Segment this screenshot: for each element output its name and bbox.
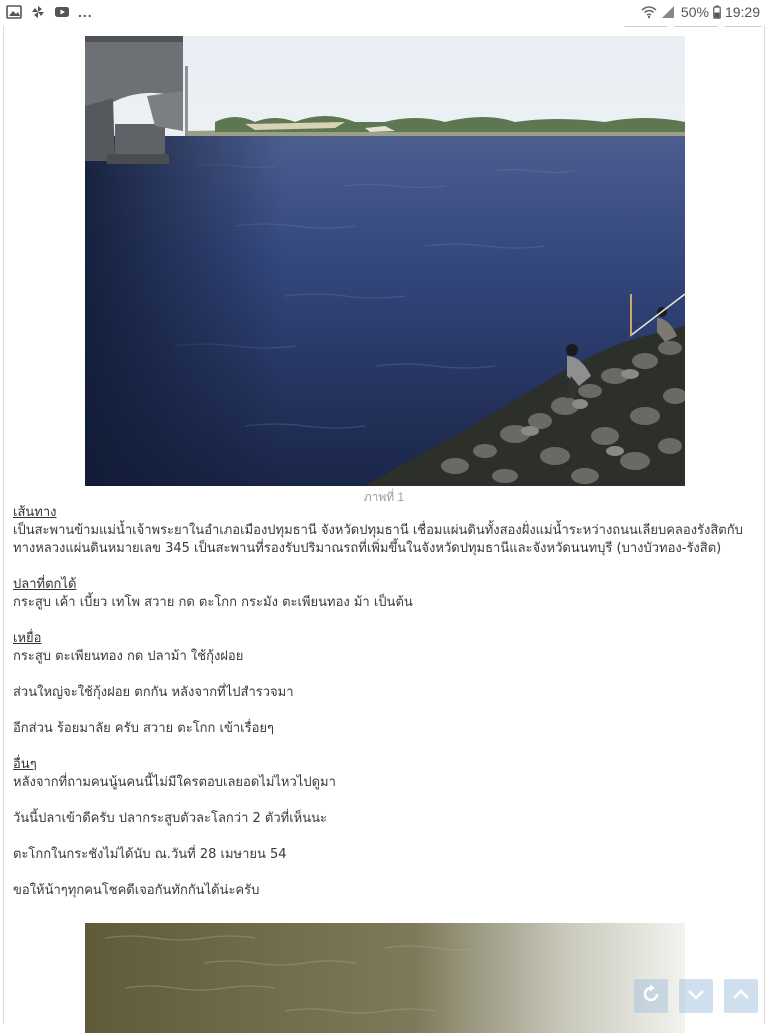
other-heading: อื่นๆ [13, 757, 37, 772]
chevron-up-icon [730, 983, 752, 1009]
bait-heading: เหยื่อ [13, 631, 42, 646]
other-line: หลังจากที่ถามคนนู้นคนนี้ไม่มีใครตอบเลยอดไม่ไหวไปดูมา [13, 775, 336, 790]
scroll-up-button[interactable] [724, 979, 758, 1013]
photo-caption: ภาพที่ 1 [363, 490, 405, 504]
other-line: ตะโกกในกระชังไม่ได้นับ ณ.วันที่ 28 เมษายน 54 [13, 847, 287, 862]
other-line: วันนี้ปลาเข้าดีครับ ปลากระสูบตัวละโลกว่า 2 ตัวที่เห็นนะ [13, 811, 327, 826]
article-body [13, 504, 753, 900]
fish-heading: ปลาที่ตกได้ [13, 577, 77, 592]
route-heading: เส้นทาง [13, 505, 57, 520]
fish-text: กระสูบ เค้า เบี้ยว เทโพ สวาย กด ตะโกก กระมัง ตะเพียนทอง ม้า เป็นต้น [13, 595, 413, 610]
battery-percent: 50% [680, 4, 709, 20]
youtube-icon [54, 5, 70, 19]
status-more: ... [78, 4, 93, 20]
status-bar-left [6, 4, 93, 20]
river-bridge-photo [85, 36, 685, 486]
battery-icon [713, 5, 721, 19]
refresh-button[interactable] [634, 979, 668, 1013]
chevron-down-icon [685, 983, 707, 1009]
post-content [3, 26, 765, 1024]
status-bar [0, 0, 768, 26]
scroll-down-button[interactable] [679, 979, 713, 1013]
bait-line: กระสูบ ตะเพียนทอง กด ปลาม้า ใช้กุ้งฝอย [13, 649, 244, 664]
pinwheel-icon [30, 5, 46, 19]
bait-line: ส่วนใหญ่จะใช้กุ้งฝอย ตกกัน หลังจากที่ไปสำรวจมา [13, 685, 294, 700]
clock: 19:29 [724, 4, 760, 20]
wifi-icon [641, 5, 657, 19]
route-text: เป็นสะพานข้ามแม่น้ำเจ้าพระยาในอำเภอเมืองปทุมธานี จังหวัดปทุมธานี เชื่อมแผ่นดินทั้งสองฝั่งแม่น้ำระหว่างถนนเลียบคลองรังสิตกับทางหลวงแผ่นดินหมายเลข 345 เป็นสะพานที่รองรับปริมาณรถที่เพิ่มขึ้นในจังหวัดปทุมธานีและจังหวัดนนทบุรี (บางบัวทอง-รังสิต) [13, 523, 743, 556]
image-icon [6, 5, 22, 19]
river-water-photo [85, 923, 685, 1033]
bait-line: อีกส่วน ร้อยมาลัย ครับ สวาย ตะโกก เข้าเรื่อยๆ [13, 721, 275, 736]
status-bar-right [641, 4, 760, 20]
refresh-icon [640, 983, 662, 1009]
signal-icon [661, 5, 677, 19]
other-line: ขอให้น้าๆทุกคนโชคดีเจอกันทักกันได้น่ะครับ [13, 883, 260, 898]
